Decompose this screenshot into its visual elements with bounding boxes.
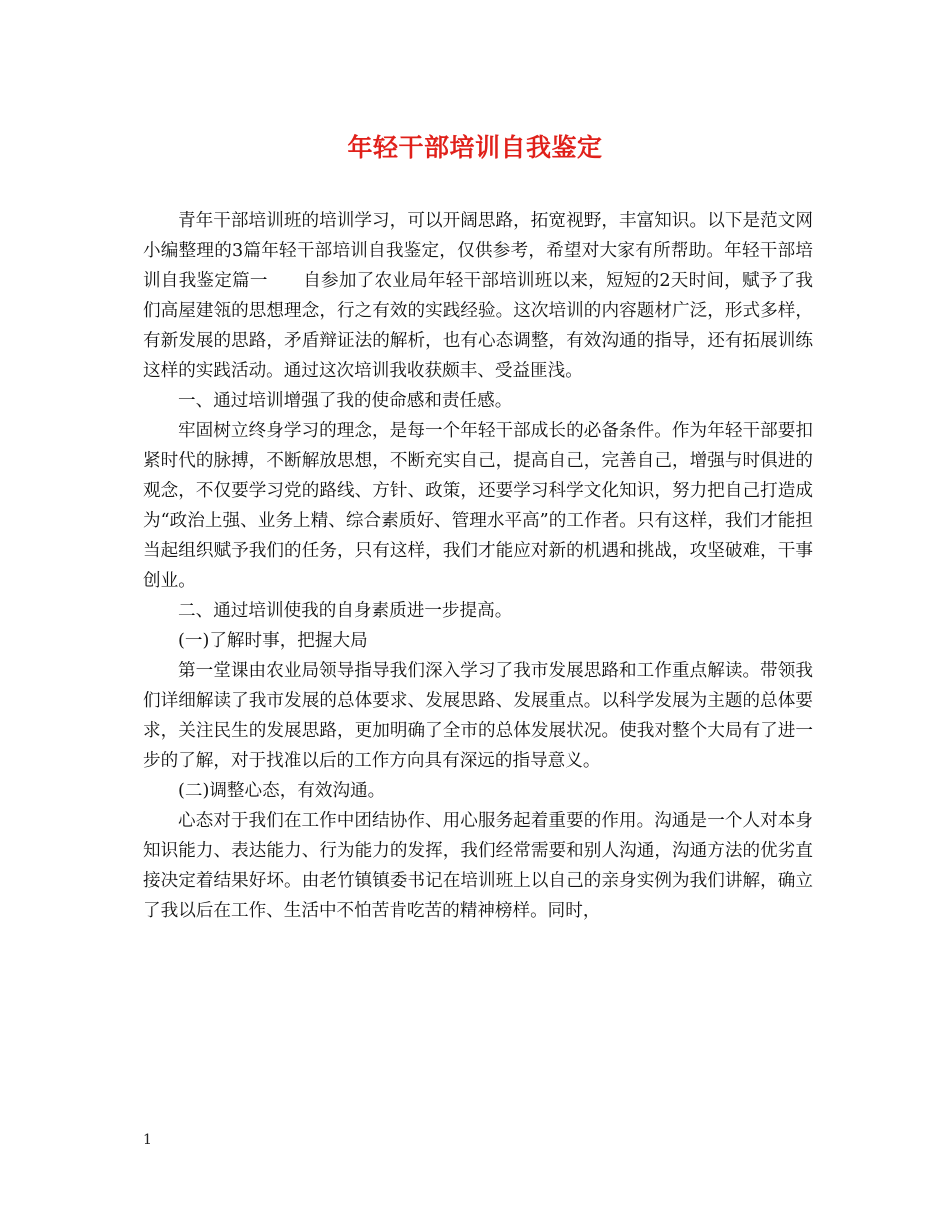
page-number: 1 [143,1132,152,1148]
subsection-heading-2: (二)调整心态，有效沟通。 [178,781,386,801]
paragraph-lifelong-learning: 牢固树立终身学习的理念，是每一个年轻干部成长的必备条件。作为年轻干部要扣紧时代的脉搏，不断解放思想，不断充实自己，提高自己，完善自己，增强与时俱进的观念，不仅要学习党的路线、方针、政策，还要学习科学文化知识，努力把自己打造成为“政治上强、业务上精、综合素质好、管理水平高”的工作者。只有这样，我们才能担当起组织赋予我们的任务，只有这样，我们才能应对新的机遇和挑战，攻坚破难，干事创业。 [143,421,813,591]
paragraph-intro: 青年干部培训班的培训学习，可以开阔思路，拓宽视野，丰富知识。以下是范文网小编整理的3篇年轻干部培训自我鉴定，仅供参考，希望对大家有所帮助。年轻干部培训自我鉴定篇一 自参加了农业局年轻干部培训班以来，短短的2天时间，赋予了我们高屋建瓴的思想理念，行之有效的实践经验。这次培训的内容题材广泛，形式多样，有新发展的思路，矛盾辩证法的解析，也有心态调整，有效沟通的指导，还有拓展训练这样的实践活动。通过这次培训我收获颇丰、受益匪浅。 [143,211,813,381]
section-heading-1: 一、通过培训增强了我的使命感和责任感。 [178,391,513,411]
section-heading-2: 二、通过培训使我的自身素质进一步提高。 [178,601,513,621]
page-title: 年轻干部培训自我鉴定 [347,133,603,162]
paragraph-mindset: 心态对于我们在工作中团结协作、用心服务起着重要的作用。沟通是一个人对本身知识能力、表达能力、行为能力的发挥，我们经常需要和别人沟通，沟通方法的优劣直接决定着结果好坏。由老竹镇镇委书记在培训班上以自己的亲身实例为我们讲解，确立了我以后在工作、生活中不怕苦肯吃苦的精神榜样。同时， [143,811,813,921]
paragraph-first-lesson: 第一堂课由农业局领导指导我们深入学习了我市发展思路和工作重点解读。带领我们详细解读了我市发展的总体要求、发展思路、发展重点。以科学发展为主题的总体要求，关注民生的发展思路，更加明确了全市的总体发展状况。使我对整个大局有了进一步的了解，对于找准以后的工作方向具有深远的指导意义。 [143,661,813,771]
subsection-heading-1: (一)了解时事，把握大局 [178,631,368,651]
document-body [143,206,813,926]
